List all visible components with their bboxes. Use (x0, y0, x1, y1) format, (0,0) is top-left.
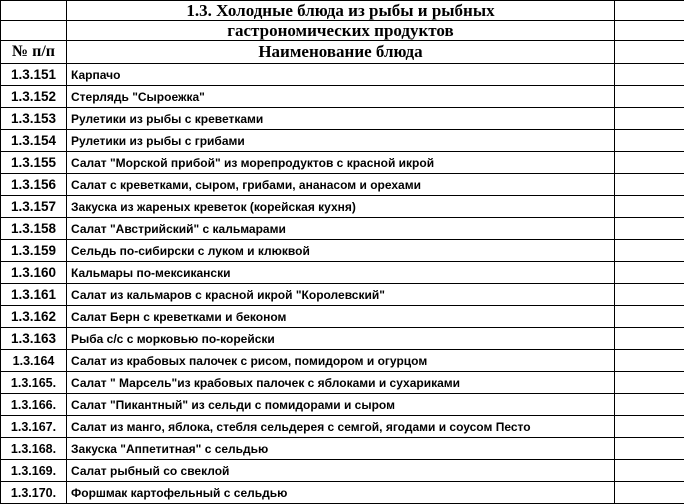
dish-number-cell[interactable]: 1.3.162 (1, 306, 67, 328)
table-row (1, 86, 684, 108)
table-row (1, 108, 684, 130)
table-row (1, 196, 684, 218)
dish-number-cell[interactable]: 1.3.164 (1, 350, 67, 372)
dish-name-cell[interactable]: Закуска "Аппетитная" с сельдью (67, 438, 615, 460)
dish-number-cell[interactable]: 1.3.167. (1, 416, 67, 438)
table-row (1, 152, 684, 174)
cell-blank[interactable] (615, 218, 684, 240)
cell-blank[interactable] (615, 41, 684, 64)
table-row (1, 174, 684, 196)
cell-blank[interactable] (615, 306, 684, 328)
cell-blank[interactable] (615, 328, 684, 350)
table-row (1, 482, 684, 504)
dish-number-cell[interactable]: 1.3.152 (1, 86, 67, 108)
section-title-line1[interactable]: 1.3. Холодные блюда из рыбы и рыбных (67, 1, 615, 21)
cell-blank[interactable] (1, 21, 67, 41)
cell-blank[interactable] (615, 64, 684, 86)
dish-name-cell[interactable]: Карпачо (67, 64, 615, 86)
table-row (1, 130, 684, 152)
dish-number-cell[interactable]: 1.3.168. (1, 438, 67, 460)
dish-number-cell[interactable]: 1.3.153 (1, 108, 67, 130)
cell-blank[interactable] (615, 284, 684, 306)
table-row (1, 64, 684, 86)
cell-blank[interactable] (1, 1, 67, 21)
dish-number-cell[interactable]: 1.3.156 (1, 174, 67, 196)
dish-name-cell[interactable]: Сельдь по-сибирски с луком и клюквой (67, 240, 615, 262)
cell-blank[interactable] (615, 416, 684, 438)
dish-name-cell[interactable]: Кальмары по-мексикански (67, 262, 615, 284)
dish-name-cell[interactable]: Салат Берн с креветками и беконом (67, 306, 615, 328)
dish-name-cell[interactable]: Салат "Морской прибой" из морепродуктов с красной икрой (67, 152, 615, 174)
dish-name-cell[interactable]: Салат " Марсель"из крабовых палочек с яблоками и сухариками (67, 372, 615, 394)
cell-blank[interactable] (615, 21, 684, 41)
dish-name-cell[interactable]: Салат с креветками, сыром, грибами, ананасом и орехами (67, 174, 615, 196)
dish-number-cell[interactable]: 1.3.163 (1, 328, 67, 350)
section-title-line2[interactable]: гастрономических продуктов (67, 21, 615, 41)
header-number[interactable]: № п/п (1, 41, 67, 64)
dish-number-cell[interactable]: 1.3.157 (1, 196, 67, 218)
cell-blank[interactable] (615, 372, 684, 394)
dish-number-cell[interactable]: 1.3.169. (1, 460, 67, 482)
cell-blank[interactable] (615, 108, 684, 130)
header-dish-name[interactable]: Наименование блюда (67, 41, 615, 64)
cell-blank[interactable] (615, 460, 684, 482)
dish-number-cell[interactable]: 1.3.158 (1, 218, 67, 240)
cell-blank[interactable] (615, 196, 684, 218)
dish-name-cell[interactable]: Салат из крабовых палочек с рисом, помидором и огурцом (67, 350, 615, 372)
cell-blank[interactable] (615, 240, 684, 262)
dish-name-cell[interactable]: Салат рыбный со свеклой (67, 460, 615, 482)
cell-blank[interactable] (615, 438, 684, 460)
cell-blank[interactable] (615, 86, 684, 108)
cell-blank[interactable] (615, 1, 684, 21)
dish-number-cell[interactable]: 1.3.155 (1, 152, 67, 174)
cell-blank[interactable] (615, 350, 684, 372)
table-row (1, 262, 684, 284)
table-row (1, 328, 684, 350)
cell-blank[interactable] (615, 482, 684, 504)
dish-name-cell[interactable]: Закуска из жареных креветок (корейская кухня) (67, 196, 615, 218)
table-row (1, 460, 684, 482)
section-title-row (1, 1, 684, 21)
dish-number-cell[interactable]: 1.3.159 (1, 240, 67, 262)
dish-number-cell[interactable]: 1.3.170. (1, 482, 67, 504)
dish-name-cell[interactable]: Салат "Австрийский" с кальмарами (67, 218, 615, 240)
table-row (1, 218, 684, 240)
cell-blank[interactable] (615, 262, 684, 284)
dish-name-cell[interactable]: Рыба с/с с морковью по-корейски (67, 328, 615, 350)
dish-number-cell[interactable]: 1.3.151 (1, 64, 67, 86)
cell-blank[interactable] (615, 130, 684, 152)
dish-name-cell[interactable]: Салат из кальмаров с красной икрой "Королевский" (67, 284, 615, 306)
dish-number-cell[interactable]: 1.3.166. (1, 394, 67, 416)
table-row (1, 284, 684, 306)
header-row (1, 41, 684, 64)
table-row (1, 306, 684, 328)
dish-number-cell[interactable]: 1.3.161 (1, 284, 67, 306)
dish-number-cell[interactable]: 1.3.165. (1, 372, 67, 394)
table-row (1, 240, 684, 262)
table-row (1, 394, 684, 416)
table-row (1, 438, 684, 460)
section-title-row (1, 21, 684, 41)
dish-name-cell[interactable]: Рулетики из рыбы с грибами (67, 130, 615, 152)
cell-blank[interactable] (615, 394, 684, 416)
dish-name-cell[interactable]: Рулетики из рыбы с креветками (67, 108, 615, 130)
table-row (1, 372, 684, 394)
dish-name-cell[interactable]: Стерлядь "Сыроежка" (67, 86, 615, 108)
dish-number-cell[interactable]: 1.3.154 (1, 130, 67, 152)
cell-blank[interactable] (615, 174, 684, 196)
dish-name-cell[interactable]: Салат из манго, яблока, стебля сельдерея с семгой, ягодами и соусом Песто (67, 416, 615, 438)
dish-name-cell[interactable]: Форшмак картофельный с сельдью (67, 482, 615, 504)
table-row (1, 416, 684, 438)
dish-name-cell[interactable]: Салат "Пикантный" из сельди с помидорами и сыром (67, 394, 615, 416)
dish-number-cell[interactable]: 1.3.160 (1, 262, 67, 284)
cell-blank[interactable] (615, 152, 684, 174)
table-row (1, 350, 684, 372)
